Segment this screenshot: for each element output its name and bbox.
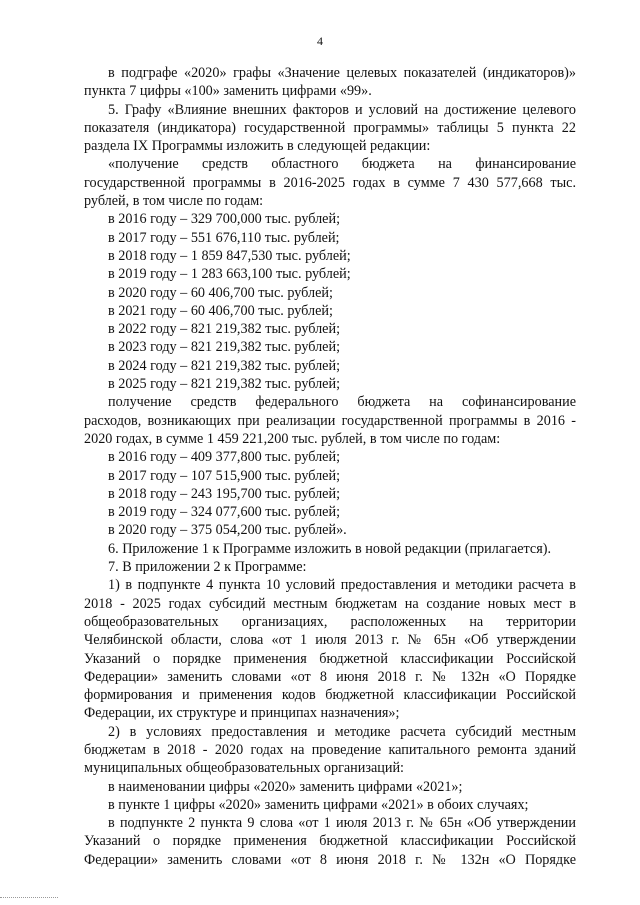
text-line: в 2021 году – 60 406,700 тыс. рублей; (108, 302, 333, 319)
text-line: Указаний о порядке применения бюджетной классификации Российской (84, 833, 576, 850)
text-line: 6. Приложение 1 к Программе изложить в новой редакции (прилагается). (108, 540, 551, 557)
text-line: показателя (индикатора) государственной программы» таблицы 5 пункта 22 (84, 119, 576, 136)
document-body (84, 64, 576, 869)
text-line: в 2019 году – 324 077,600 тыс. рублей; (108, 504, 341, 521)
text-line: в наименовании цифры «2020» заменить цифрами «2021»; (108, 778, 463, 795)
text-line: в 2020 году – 375 054,200 тыс. рублей». (108, 522, 347, 539)
text-line: общеобразовательных организациях, расположенных на территории (84, 613, 576, 630)
text-line: расходов, возникающих при реализации государственной программы в 2016 - (84, 412, 576, 429)
text-line: в 2016 году – 409 377,800 тыс. рублей; (108, 449, 341, 466)
text-line: в пункте 1 цифры «2020» заменить цифрами «2021» в обоих случаях; (108, 796, 529, 813)
page-number: 4 (317, 34, 323, 48)
text-line: 5. Графу «Влияние внешних факторов и условий на достижение целевого (108, 101, 576, 118)
text-line: Федерации» заменить словами «от 8 июня 2018 г. № 132н «О Порядке (84, 668, 576, 685)
text-line: Федерации, их структуре и принципах назначения»; (84, 705, 400, 722)
text-line: муниципальных общеобразовательных организаций: (84, 760, 404, 777)
text-line: в 2022 году – 821 219,382 тыс. рублей; (108, 321, 341, 338)
text-line: Указаний о порядке применения бюджетной классификации Российской (84, 650, 576, 667)
text-line: 1) в подпункте 4 пункта 10 условий предоставления и методики расчета в (108, 577, 576, 594)
text-line: 2) в условиях предоставления и методике расчета субсидий местным (108, 723, 576, 740)
text-line: в 2019 году – 1 283 663,100 тыс. рублей; (108, 266, 351, 283)
text-line: 2020 годах, в сумме 1 459 221,200 тыс. рублей, в том числе по годам: (84, 430, 501, 447)
text-line: формирования и применения кодов бюджетной классификации Российской (84, 687, 576, 704)
text-line: в 2025 году – 821 219,382 тыс. рублей; (108, 376, 341, 393)
text-line: в 2016 году – 329 700,000 тыс. рублей; (108, 211, 341, 228)
text-line: «получение средств областного бюджета на финансирование (108, 156, 576, 173)
text-line: 7. В приложении 2 к Программе: (108, 559, 307, 576)
text-line: Федерации» заменить словами «от 8 июня 2018 г. № 132н «О Порядке (84, 851, 576, 868)
text-line: в 2018 году – 243 195,700 тыс. рублей; (108, 485, 341, 502)
text-line: пункта 7 цифры «100» заменить цифрами «99». (84, 83, 372, 100)
text-line: в подпункте 2 пункта 9 слова «от 1 июля 2013 г. № 65н «Об утверждении (108, 815, 576, 832)
text-line: в 2020 году – 60 406,700 тыс. рублей; (108, 284, 333, 301)
text-line: государственной программы в 2016-2025 годах в сумме 7 430 577,668 тыс. (84, 174, 576, 191)
text-line: Челябинской области, слова «от 1 июля 2013 г. № 65н «Об утверждении (84, 632, 576, 649)
text-line: рублей, в том числе по годам: (84, 193, 264, 210)
text-line: в 2024 году – 821 219,382 тыс. рублей; (108, 357, 341, 374)
text-line: в 2023 году – 821 219,382 тыс. рублей; (108, 339, 341, 356)
text-line: раздела IX Программы изложить в следующей редакции: (84, 138, 431, 155)
text-line: в подграфе «2020» графы «Значение целевых показателей (индикаторов)» (108, 65, 576, 81)
text-line: получение средств федерального бюджета на софинансирование (108, 394, 576, 411)
text-line: бюджетам в 2018 - 2020 годах на проведение капитального ремонта зданий (84, 741, 576, 758)
text-line: в 2017 году – 551 676,110 тыс. рублей; (108, 229, 340, 246)
text-line: в 2017 году – 107 515,900 тыс. рублей; (108, 467, 341, 484)
scan-edge-mark (0, 897, 58, 900)
text-line: 2018 - 2025 годах субсидий местным бюджетам на создание новых мест в (84, 595, 576, 612)
text-line: в 2018 году – 1 859 847,530 тыс. рублей; (108, 247, 351, 264)
